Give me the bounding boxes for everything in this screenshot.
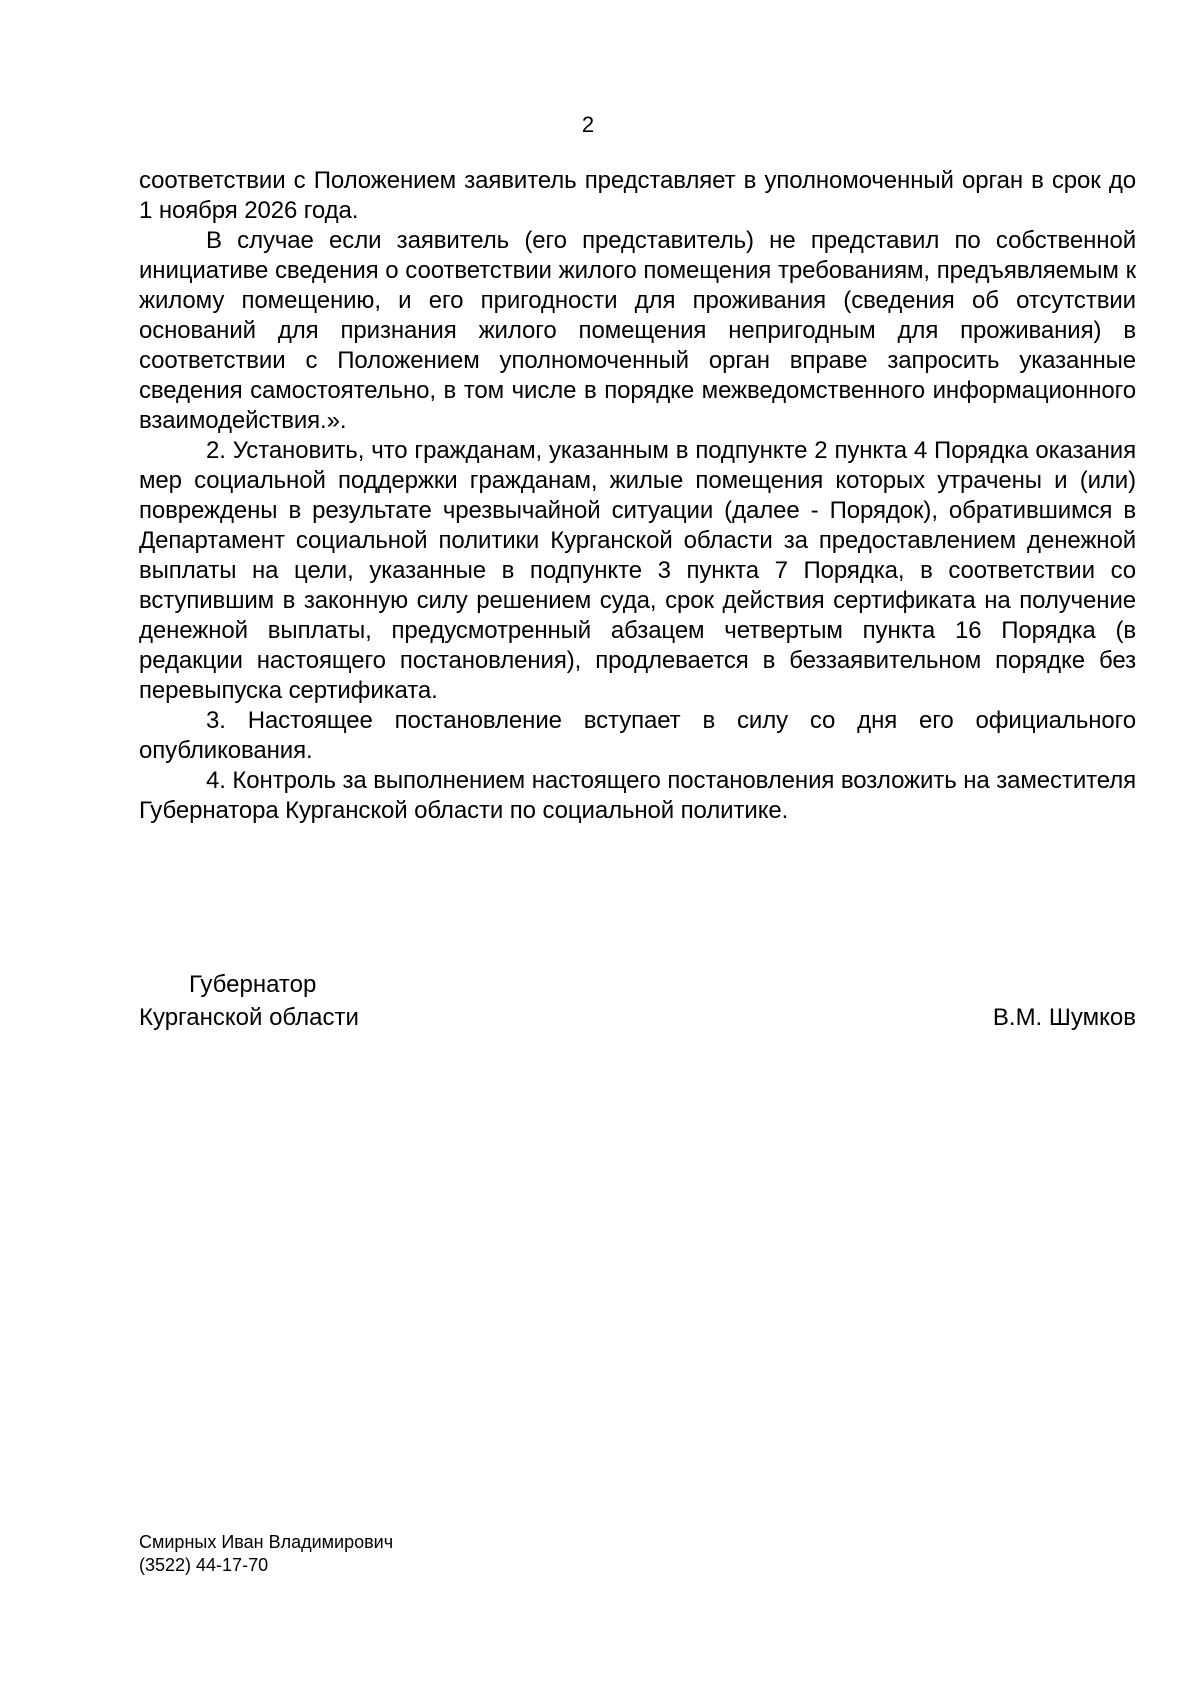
page-number: 2 bbox=[581, 112, 595, 137]
executor-name: Смирных Иван Владимирович bbox=[139, 1532, 394, 1552]
executor-block bbox=[139, 1531, 739, 1577]
paragraph-item-3: 3. Настоящее постановление вступает в силу со дня его официального опубликования. bbox=[139, 707, 1136, 764]
signatory-name: В.М. Шумков bbox=[992, 1004, 1136, 1031]
signatory-position-line-1: Губернатор bbox=[189, 971, 317, 998]
paragraph-item-2: 2. Установить, что гражданам, указанным в подпункте 2 пункта 4 Порядка оказания мер социальной поддержки гражданам, жилые помещения которых утрачены и (или) повреждены в результате чрезвычайной ситуации (далее - Порядок), обратившимся в Департамент социальной политики Курганской области за предоставлением денежной выплаты на цели, указанные в подпункте 3 пункта 7 Порядка, в соответствии со вступившим в законную силу решением суда, срок действия сертификата на получение денежной выплаты, предусмотренный абзацем четвертым пункта 16 Порядка (в редакции настоящего постановления), продлевается в беззаявительном порядке без перевыпуска сертификата. bbox=[139, 437, 1136, 704]
document-body bbox=[139, 166, 1136, 826]
paragraph-continuation: соответствии с Положением заявитель представляет в уполномоченный орган в срок до 1 ноября 2026 года. bbox=[139, 167, 1136, 224]
signatory-position-line-2: Курганской области bbox=[139, 1004, 359, 1031]
signature-block bbox=[139, 968, 1136, 1038]
signatory-position bbox=[139, 968, 559, 1034]
paragraph-information-request: В случае если заявитель (его представитель) не представил по собственной инициативе сведения о соответствии жилого помещения требованиям, предъявляемым к жилому помещению, и его пригодности для проживания (сведения об отсутствии оснований для признания жилого помещения непригодным для проживания) в соответствии с Положением уполномоченный орган вправе запросить указанные сведения самостоятельно, в том числе в порядке межведомственного информационного взаимодействия.». bbox=[139, 227, 1136, 434]
paragraph-item-4: 4. Контроль за выполнением настоящего постановления возложить на заместителя Губернатора Курганской области по социальной политике. bbox=[139, 767, 1136, 824]
executor-phone: (3522) 44-17-70 bbox=[139, 1555, 269, 1575]
